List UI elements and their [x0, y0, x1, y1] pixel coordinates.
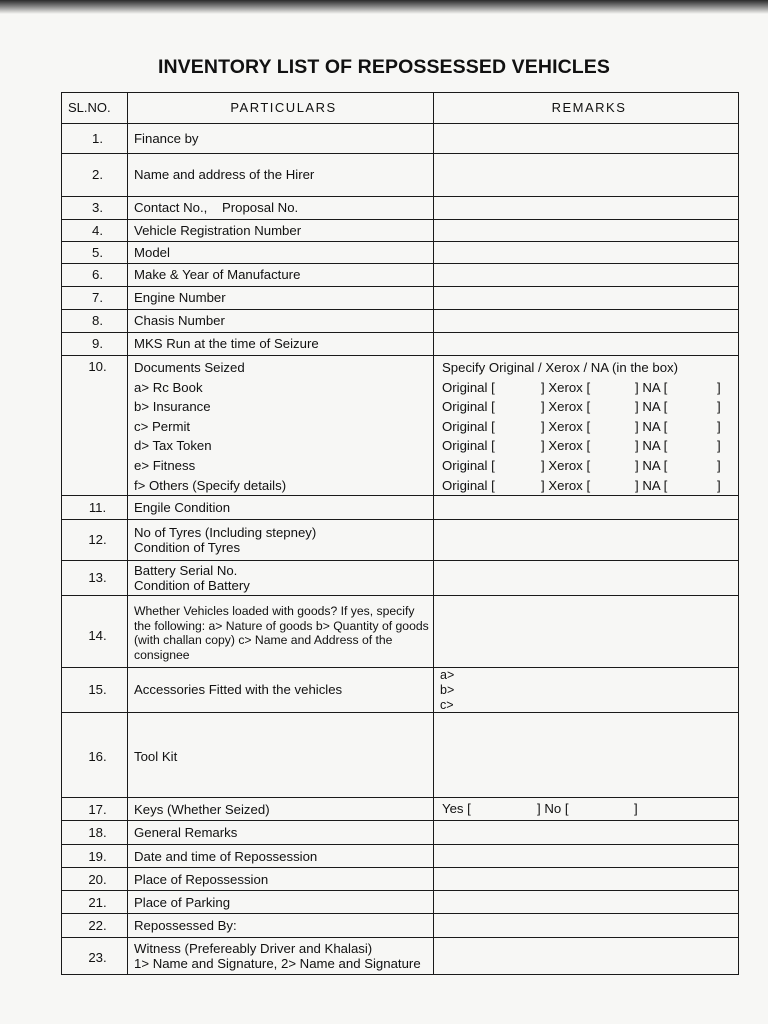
remarks-field[interactable]: [434, 561, 739, 596]
xerox-label: ] Xerox [: [541, 457, 591, 473]
row-number: 21.: [62, 891, 128, 914]
row-number: 13.: [62, 561, 128, 596]
row-number: 12.: [62, 520, 128, 561]
accessory-line: a>: [440, 668, 455, 683]
row-number: 9.: [62, 333, 128, 356]
document-item: f> Others (Specify details): [134, 477, 287, 493]
yes-label: Yes [: [442, 801, 471, 817]
document-item: b> Insurance: [134, 399, 211, 415]
row-number: 7.: [62, 287, 128, 310]
original-label: Original [: [442, 399, 495, 415]
documents-instruction: Specify Original / Xerox / NA (in the box): [442, 360, 679, 375]
particular-line: Condition of Battery: [134, 578, 250, 594]
header-sl-no: SL.NO.: [62, 93, 128, 124]
row-particular: Finance by: [128, 124, 434, 154]
remarks-field[interactable]: [434, 520, 739, 561]
xerox-label: ] Xerox [: [541, 438, 591, 454]
row-number: 19.: [62, 845, 128, 868]
row-particular: Make & Year of Manufacture: [128, 264, 434, 287]
header-remarks: REMARKS: [434, 93, 739, 124]
table-row: [62, 596, 739, 668]
accessory-line: b>: [440, 682, 455, 697]
table-row: [62, 333, 739, 356]
row-particular: [128, 938, 434, 975]
row-particular: Chasis Number: [128, 310, 434, 333]
row-number: 22.: [62, 914, 128, 938]
document-item: e> Fitness: [134, 457, 196, 473]
remarks-field[interactable]: [434, 845, 739, 868]
row-particular: Place of Repossession: [128, 868, 434, 891]
table-row: [62, 197, 739, 220]
table-row: [62, 868, 739, 891]
table-row: [62, 287, 739, 310]
row-number: 6.: [62, 264, 128, 287]
remarks-field[interactable]: [434, 197, 739, 220]
row-number: 18.: [62, 821, 128, 845]
table-row: [62, 798, 739, 821]
row-particular: Date and time of Repossession: [128, 845, 434, 868]
row-particular: MKS Run at the time of Seizure: [128, 333, 434, 356]
row-number: 3.: [62, 197, 128, 220]
remarks-field[interactable]: [434, 596, 739, 668]
no-label: ] No [: [537, 801, 569, 817]
close-bracket: ]: [717, 477, 721, 493]
row-number: 5.: [62, 242, 128, 264]
document-item: c> Permit: [134, 418, 191, 434]
header-particulars: PARTICULARS: [128, 93, 434, 124]
table-row: [62, 668, 739, 713]
xerox-label: ] Xerox [: [541, 477, 591, 493]
scan-shadow: [0, 0, 768, 14]
table-row: [62, 891, 739, 914]
row-number: 14.: [62, 596, 128, 668]
accessory-line: c>: [440, 697, 454, 712]
table-row: [62, 914, 739, 938]
row-particular: [128, 520, 434, 561]
document-item: a> Rc Book: [134, 379, 203, 395]
table-row: [62, 220, 739, 242]
original-label: Original [: [442, 477, 495, 493]
accessories-remarks[interactable]: [434, 668, 739, 713]
particular-line: No of Tyres (Including stepney): [134, 524, 317, 540]
table-row: [62, 310, 739, 333]
row-particular: Contact No., Proposal No.: [128, 197, 434, 220]
particular-line: 1> Name and Signature, 2> Name and Signature: [134, 956, 421, 972]
xerox-label: ] Xerox [: [541, 399, 591, 415]
row-particular: Whether Vehicles loaded with goods? If yes, specify the following: a> Nature of goods b> Quantity of goods (with challan copy) c> Name and Address of the consignee: [128, 596, 434, 668]
na-label: ] NA [: [635, 399, 668, 415]
row-number: 17.: [62, 798, 128, 821]
document-status-line[interactable]: [442, 378, 738, 398]
na-label: ] NA [: [635, 418, 668, 434]
row-particular: Keys (Whether Seized): [128, 798, 434, 821]
xerox-label: ] Xerox [: [541, 418, 591, 434]
na-label: ] NA [: [635, 477, 668, 493]
row-number: 15.: [62, 668, 128, 713]
row-number: 1.: [62, 124, 128, 154]
page-title: INVENTORY LIST OF REPOSSESSED VEHICLES: [157, 56, 611, 78]
remarks-field[interactable]: [434, 242, 739, 264]
row-number: 10.: [62, 356, 128, 496]
row-number: 23.: [62, 938, 128, 975]
row-particular: Name and address of the Hirer: [128, 154, 434, 197]
remarks-field[interactable]: [434, 264, 739, 287]
remarks-field[interactable]: [434, 220, 739, 242]
original-label: Original [: [442, 418, 495, 434]
documents-heading: Documents Seized: [134, 360, 245, 375]
close-bracket: ]: [717, 438, 721, 454]
na-label: ] NA [: [635, 379, 668, 395]
particular-line: Battery Serial No.: [134, 562, 238, 578]
row-number: 20.: [62, 868, 128, 891]
row-particular: Accessories Fitted with the vehicles: [128, 668, 434, 713]
document-item: d> Tax Token: [134, 438, 212, 454]
documents-remarks: [434, 356, 739, 496]
documents-list: [128, 356, 434, 496]
remarks-field[interactable]: [434, 713, 739, 798]
document-status-line[interactable]: [442, 456, 738, 476]
row-particular: Place of Parking: [128, 891, 434, 914]
close-bracket: ]: [717, 399, 721, 415]
row-number: 2.: [62, 154, 128, 197]
original-label: Original [: [442, 457, 495, 473]
row-particular: Engile Condition: [128, 496, 434, 520]
original-label: Original [: [442, 438, 495, 454]
particular-line: Condition of Tyres: [134, 540, 241, 556]
table-row: [62, 154, 739, 197]
row-particular: Engine Number: [128, 287, 434, 310]
document-status-line[interactable]: [442, 476, 738, 496]
document-status-line[interactable]: [442, 436, 738, 456]
document-status-line[interactable]: [442, 397, 738, 417]
na-label: ] NA [: [635, 457, 668, 473]
row-number: 16.: [62, 713, 128, 798]
row-particular: Repossessed By:: [128, 914, 434, 938]
table-row: [62, 124, 739, 154]
row-particular: Tool Kit: [128, 713, 434, 798]
table-row: [62, 561, 739, 596]
remarks-field[interactable]: [434, 938, 739, 975]
xerox-label: ] Xerox [: [541, 379, 591, 395]
row-number: 8.: [62, 310, 128, 333]
remarks-field[interactable]: [434, 496, 739, 520]
row-particular: [128, 561, 434, 596]
original-label: Original [: [442, 379, 495, 395]
remarks-field[interactable]: [434, 154, 739, 197]
row-particular: Vehicle Registration Number: [128, 220, 434, 242]
close-bracket: ]: [717, 457, 721, 473]
row-number: 4.: [62, 220, 128, 242]
table-row: [62, 845, 739, 868]
row-particular: General Remarks: [128, 821, 434, 845]
table-row: [62, 520, 739, 561]
close-bracket: ]: [717, 418, 721, 434]
close-bracket: ]: [717, 379, 721, 395]
remarks-field[interactable]: [434, 821, 739, 845]
table-row: [62, 242, 739, 264]
documents-row: [62, 356, 739, 496]
table-row: [62, 938, 739, 975]
remarks-field[interactable]: [434, 914, 739, 938]
remarks-field[interactable]: [434, 287, 739, 310]
document-status-line[interactable]: [442, 417, 738, 437]
row-number: 11.: [62, 496, 128, 520]
row-particular: Model: [128, 242, 434, 264]
table-row: [62, 264, 739, 287]
keys-remarks[interactable]: [434, 798, 739, 821]
inventory-table: [61, 92, 739, 975]
particular-line: Witness (Prefereably Driver and Khalasi): [134, 940, 373, 956]
remarks-field[interactable]: [434, 124, 739, 154]
remarks-field[interactable]: [434, 868, 739, 891]
remarks-field[interactable]: [434, 310, 739, 333]
na-label: ] NA [: [635, 438, 668, 454]
table-row: [62, 496, 739, 520]
table-row: [62, 821, 739, 845]
remarks-field[interactable]: [434, 891, 739, 914]
close-bracket: ]: [634, 801, 638, 817]
table-row: [62, 713, 739, 798]
header-row: [62, 93, 739, 124]
remarks-field[interactable]: [434, 333, 739, 356]
